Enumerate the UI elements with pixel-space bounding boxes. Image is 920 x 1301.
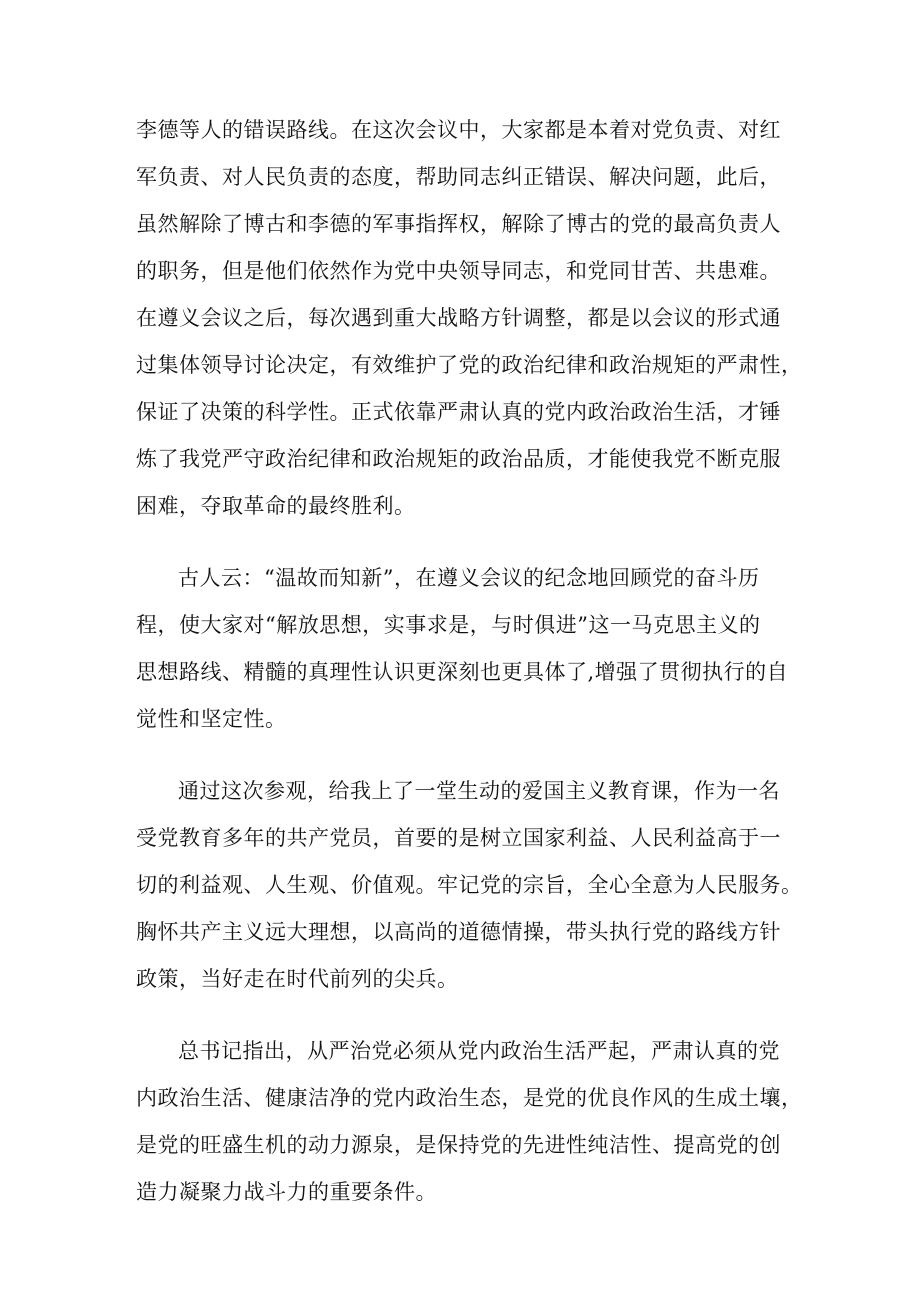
paragraph-line: 受党教育多年的共产党员，首要的是树立国家利益、人民利益高于一 [136,826,781,850]
paragraph-line: 觉性和坚定性。 [136,707,287,731]
paragraph-line: 通过这次参观，给我上了一堂生动的爱国主义教育课，作为一名 [178,779,780,803]
paragraph-line: 总书记指出，从严治党必须从党内政治生活严起，严肃认真的党 [178,1039,780,1063]
paragraph-line: 李德等人的错误路线。在这次会议中，大家都是本着对党负责、对红 [136,118,781,142]
paragraph-line: 程，使大家对“解放思想，实事求是，与时俱进”这一马克思主义的 [136,613,761,637]
paragraph-line: 炼了我党严守政治纪律和政治规矩的政治品质，才能使我党不断克服 [136,447,781,471]
paragraph-line: 古人云：“温故而知新”，在遵义会议的纪念地回顾党的奋斗历 [178,566,760,590]
paragraph-line: 在遵义会议之后，每次遇到重大战略方针调整，都是以会议的形式通 [136,306,781,330]
paragraph-line: 过集体领导讨论决定，有效维护了党的政治纪律和政治规矩的严肃性， [136,353,803,377]
paragraph-line: 胸怀共产主义远大理想，以高尚的道德情操，带头执行党的路线方针 [136,920,781,944]
paragraph-line: 虽然解除了博古和李德的军事指挥权，解除了博古的党的最高负责人 [136,212,781,236]
paragraph-line: 是党的旺盛生机的动力源泉，是保持党的先进性纯洁性、提高党的创 [136,1133,781,1157]
paragraph-line: 内政治生活、健康洁净的党内政治生态，是党的优良作风的生成土壤， [136,1086,803,1110]
paragraph-line: 军负责、对人民负责的态度，帮助同志纠正错误、解决问题，此后， [136,165,781,189]
paragraph-line: 切的利益观、人生观、价值观。牢记党的宗旨，全心全意为人民服务。 [136,873,803,897]
paragraph-line: 造力凝聚力战斗力的重要条件。 [136,1180,437,1204]
paragraph-line: 政策，当好走在时代前列的尖兵。 [136,967,459,991]
paragraph-line: 保证了决策的科学性。正式依靠严肃认真的党内政治政治生活，才锤 [136,400,781,424]
paragraph-line: 困难，夺取革命的最终胜利。 [136,494,416,518]
paragraph-line: 的职务，但是他们依然作为党中央领导同志，和党同甘苦、共患难。 [136,259,781,283]
paragraph-line: 思想路线、精髓的真理性认识更深刻也更具体了,增强了贯彻执行的自 [136,660,789,684]
